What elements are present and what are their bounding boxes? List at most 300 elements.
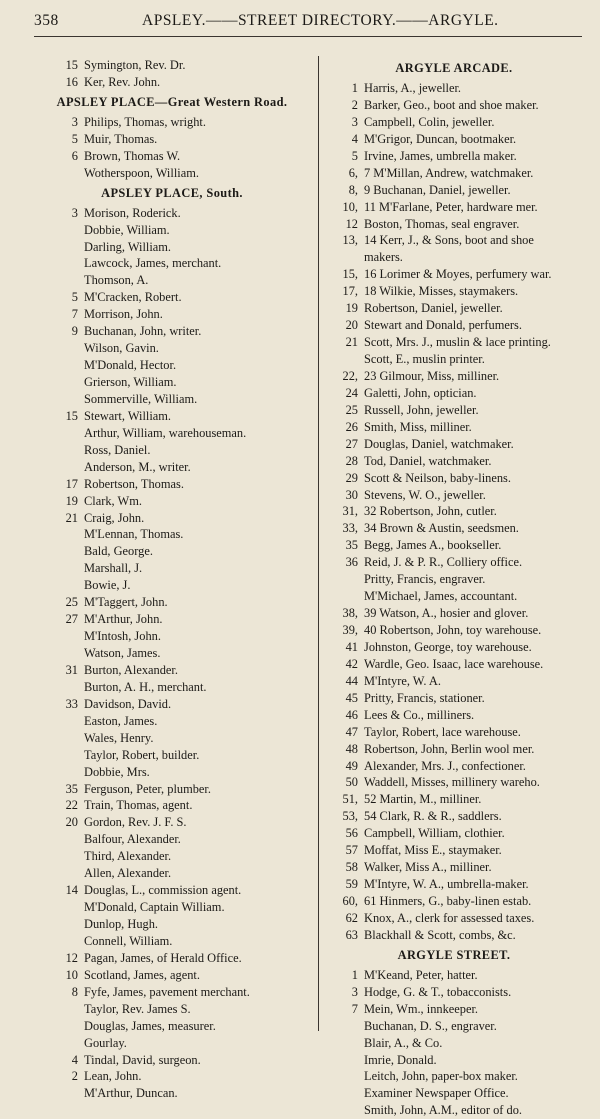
directory-entry	[34, 289, 310, 306]
directory-entry	[34, 57, 310, 74]
directory-entry	[34, 933, 310, 950]
house-number	[34, 916, 84, 933]
house-number: 30	[345, 487, 358, 502]
house-number: 15,	[342, 267, 358, 282]
resident-name: 54 Clark, R. & R., saddlers.	[364, 809, 502, 824]
resident-name: Smith, John, A.M., editor of do.	[364, 1103, 522, 1118]
resident-name: Leitch, John, paper-box maker.	[364, 1069, 518, 1084]
resident-name: Scotland, James, agent.	[84, 967, 200, 982]
resident-name: Reid, J. & P. R., Colliery office.	[364, 555, 523, 570]
directory-entry	[34, 831, 310, 848]
directory-entry	[326, 741, 582, 758]
house-number: 48	[345, 741, 358, 756]
resident-name: Irvine, James, umbrella maker.	[364, 148, 517, 163]
resident-name: 61 Hinmers, G., baby-linen estab.	[364, 894, 532, 908]
directory-entry	[326, 622, 582, 639]
resident-name: Pagan, James, of Herald Office.	[84, 950, 242, 965]
house-number	[34, 425, 84, 442]
resident-name: 32 Robertson, John, cutler.	[364, 504, 497, 519]
resident-name: Wardle, Geo. Isaac, lace warehouse.	[364, 656, 544, 671]
house-number: 27	[345, 436, 358, 451]
house-number: 7	[71, 307, 78, 322]
directory-entry	[326, 80, 582, 97]
resident-name: Dunlop, Hugh.	[84, 917, 158, 931]
directory-entry	[34, 662, 310, 679]
directory-entry	[326, 351, 582, 368]
directory-entry	[34, 882, 310, 899]
house-number: 46	[345, 707, 358, 722]
directory-entry	[34, 916, 310, 933]
house-number	[326, 1102, 364, 1119]
house-number	[326, 1035, 364, 1052]
resident-name: Ross, Daniel.	[84, 442, 151, 457]
resident-name: Balfour, Alexander.	[84, 832, 181, 847]
house-number	[326, 351, 364, 368]
directory-entry	[326, 232, 582, 249]
directory-entry	[34, 493, 310, 510]
resident-name: Waddell, Misses, millinery wareho.	[364, 775, 540, 790]
resident-name: Connell, William.	[84, 933, 173, 948]
house-number: 2	[71, 1069, 78, 1084]
house-number: 3	[71, 114, 78, 129]
house-number: 3	[351, 114, 358, 129]
house-number: 58	[345, 860, 358, 875]
directory-entry	[34, 148, 310, 165]
directory-entry	[326, 588, 582, 605]
resident-name: Campbell, Colin, jeweller.	[364, 114, 495, 129]
house-number: 5	[351, 148, 358, 163]
resident-name: Marshall, J.	[84, 561, 143, 576]
house-number	[34, 560, 84, 577]
resident-name: Barker, Geo., boot and shoe maker.	[364, 97, 539, 112]
resident-name: Robertson, Thomas.	[84, 476, 184, 491]
house-number: 4	[351, 131, 358, 146]
resident-name: Johnston, George, toy warehouse.	[364, 639, 532, 654]
resident-name: Russell, John, jeweller.	[364, 402, 479, 417]
house-number	[34, 222, 84, 239]
directory-entry	[34, 340, 310, 357]
directory-entry	[34, 1052, 310, 1069]
resident-name: M'Arthur, Duncan.	[84, 1086, 178, 1101]
directory-entry	[326, 1001, 582, 1018]
resident-name: Clark, Wm.	[84, 493, 142, 508]
house-number: 8	[71, 984, 78, 999]
house-number: 45	[345, 690, 358, 705]
resident-name: 7 M'Millan, Andrew, watchmaker.	[364, 165, 534, 180]
page-number: 358	[34, 12, 59, 29]
directory-entry	[326, 199, 582, 216]
resident-name: Taylor, Robert, builder.	[84, 747, 200, 762]
house-number: 60,	[342, 894, 358, 908]
directory-entry	[326, 1052, 582, 1069]
house-number	[34, 1035, 84, 1052]
directory-entry	[326, 453, 582, 470]
house-number: 16	[65, 74, 78, 89]
resident-name: Stewart, William.	[84, 408, 172, 423]
house-number	[34, 1018, 84, 1035]
directory-entry	[326, 842, 582, 859]
resident-name: M'Taggert, John.	[84, 595, 168, 610]
house-number: 21	[345, 335, 358, 350]
directory-entry	[34, 950, 310, 967]
resident-name: makers.	[364, 250, 403, 265]
directory-entry	[34, 865, 310, 882]
directory-entry	[34, 984, 310, 1001]
directory-entry	[326, 605, 582, 622]
resident-name: Fyfe, James, pavement merchant.	[84, 984, 250, 999]
house-number: 29	[345, 470, 358, 485]
resident-name: Knox, A., clerk for assessed taxes.	[364, 910, 535, 925]
directory-entry	[34, 357, 310, 374]
resident-name: Taylor, Robert, lace warehouse.	[364, 724, 521, 739]
directory-entry	[326, 758, 582, 775]
resident-name: 39 Watson, A., hosier and glover.	[364, 606, 529, 621]
directory-entry	[326, 571, 582, 588]
house-number	[34, 577, 84, 594]
house-number: 41	[345, 639, 358, 654]
directory-entry	[326, 436, 582, 453]
directory-entry	[34, 543, 310, 560]
directory-entry	[326, 300, 582, 317]
directory-entry	[326, 317, 582, 334]
resident-name: Craig, John.	[84, 510, 145, 525]
directory-entry	[326, 1068, 582, 1085]
directory-entry	[326, 859, 582, 876]
directory-entry	[34, 747, 310, 764]
house-number: 25	[345, 402, 358, 417]
house-number: 12	[345, 216, 358, 231]
directory-entry	[326, 249, 582, 266]
resident-name: Symington, Rev. Dr.	[84, 58, 186, 72]
resident-name: Boston, Thomas, seal engraver.	[364, 216, 520, 231]
house-number	[34, 272, 84, 289]
house-number: 19	[65, 493, 78, 508]
resident-name: Ferguson, Peter, plumber.	[84, 781, 211, 796]
resident-name: Ker, Rev. John.	[84, 74, 161, 89]
house-number: 31,	[342, 504, 358, 519]
house-number	[34, 165, 84, 182]
house-number	[34, 526, 84, 543]
directory-entry	[326, 283, 582, 300]
resident-name: Stewart and Donald, perfumers.	[364, 318, 522, 333]
resident-name: Walker, Miss A., milliner.	[364, 860, 492, 875]
resident-name: 14 Kerr, J., & Sons, boot and shoe	[364, 233, 534, 248]
resident-name: Scott & Neilson, baby-linens.	[364, 470, 511, 485]
resident-name: Moffat, Miss E., staymaker.	[364, 843, 502, 858]
house-number: 3	[351, 984, 358, 999]
resident-name: Brown, Thomas W.	[84, 148, 181, 163]
house-number	[326, 1085, 364, 1102]
directory-entry	[326, 537, 582, 554]
house-number: 20	[65, 815, 78, 830]
directory-entry	[326, 402, 582, 419]
directory-entry	[34, 255, 310, 272]
house-number	[34, 239, 84, 256]
directory-entry	[34, 713, 310, 730]
house-number	[34, 391, 84, 408]
house-number: 15	[65, 408, 78, 423]
directory-entry	[34, 848, 310, 865]
resident-name: Grierson, William.	[84, 375, 177, 389]
directory-entry	[326, 825, 582, 842]
directory-entry	[326, 876, 582, 893]
directory-entry	[34, 459, 310, 476]
directory-entry	[326, 385, 582, 402]
directory-entry	[326, 520, 582, 537]
resident-name: M'Donald, Hector.	[84, 358, 177, 373]
resident-name: 16 Lorimer & Moyes, perfumery war.	[364, 267, 552, 282]
resident-name: Blackhall & Scott, combs, &c.	[364, 927, 516, 942]
directory-entry	[326, 673, 582, 690]
resident-name: M'Keand, Peter, hatter.	[364, 967, 478, 982]
directory-entry	[326, 910, 582, 927]
resident-name: Sommerville, William.	[84, 391, 198, 406]
resident-name: Taylor, Rev. James S.	[84, 1001, 191, 1016]
resident-name: Train, Thomas, agent.	[84, 798, 193, 813]
directory-entry	[34, 1018, 310, 1035]
resident-name: Muir, Thomas.	[84, 131, 158, 146]
resident-name: Third, Alexander.	[84, 849, 172, 864]
resident-name: Campbell, William, clothier.	[364, 826, 505, 841]
directory-entry	[34, 205, 310, 222]
house-number	[34, 340, 84, 357]
directory-entry	[34, 696, 310, 713]
resident-name: Tindal, David, surgeon.	[84, 1052, 201, 1067]
resident-name: M'Intyre, W. A., umbrella-maker.	[364, 877, 529, 892]
resident-name: M'Intosh, John.	[84, 629, 161, 644]
house-number: 57	[345, 843, 358, 858]
directory-entry	[34, 730, 310, 747]
directory-entry	[34, 391, 310, 408]
house-number: 63	[345, 927, 358, 942]
resident-name: Lees & Co., milliners.	[364, 707, 475, 722]
directory-entry	[326, 1102, 582, 1119]
resident-name: M'Arthur, John.	[84, 612, 163, 627]
resident-name: Philips, Thomas, wright.	[84, 114, 206, 129]
house-number: 49	[345, 758, 358, 773]
house-number	[326, 588, 364, 605]
directory-entry	[326, 1035, 582, 1052]
house-number: 4	[71, 1052, 78, 1067]
directory-entry	[326, 182, 582, 199]
resident-name: 34 Brown & Austin, seedsmen.	[364, 521, 519, 536]
resident-name: 23 Gilmour, Miss, milliner.	[364, 368, 500, 383]
directory-entry	[326, 893, 582, 910]
resident-name: Lean, John.	[84, 1069, 142, 1084]
resident-name: Davidson, David.	[84, 696, 172, 711]
resident-name: 52 Martin, M., milliner.	[364, 792, 482, 807]
resident-name: Lawcock, James, merchant.	[84, 256, 222, 271]
house-number: 10	[65, 967, 78, 982]
directory-entry	[326, 1085, 582, 1102]
directory-entry	[34, 442, 310, 459]
street-heading: APSLEY PLACE, South.	[101, 185, 243, 200]
resident-name: Wales, Henry.	[84, 730, 154, 745]
directory-entry	[34, 222, 310, 239]
house-number: 50	[345, 775, 358, 790]
house-number: 62	[345, 910, 358, 925]
directory-entry	[326, 808, 582, 825]
directory-entry	[34, 510, 310, 527]
resident-name: Scott, E., muslin printer.	[364, 352, 485, 366]
resident-name: Burton, A. H., merchant.	[84, 679, 207, 694]
directory-entry	[326, 639, 582, 656]
house-number	[34, 848, 84, 865]
house-number: 26	[345, 419, 358, 434]
directory-entry	[34, 323, 310, 340]
house-number: 47	[345, 724, 358, 739]
resident-name: Tod, Daniel, watchmaker.	[364, 453, 492, 468]
directory-entry	[34, 814, 310, 831]
directory-entry	[326, 967, 582, 984]
resident-name: Wotherspoon, William.	[84, 165, 199, 180]
house-number: 33	[65, 696, 78, 711]
house-number	[326, 571, 364, 588]
house-number	[34, 442, 84, 459]
resident-name: Buchanan, D. S., engraver.	[364, 1018, 497, 1033]
directory-entry	[34, 611, 310, 628]
resident-name: Morison, Roderick.	[84, 205, 181, 220]
house-number	[34, 747, 84, 764]
house-number	[34, 730, 84, 747]
directory-entry	[34, 131, 310, 148]
directory-entry	[34, 560, 310, 577]
house-number: 22,	[342, 368, 358, 383]
directory-entry	[326, 554, 582, 571]
house-number	[34, 1001, 84, 1018]
directory-entry	[34, 679, 310, 696]
running-title: APSLEY.——STREET DIRECTORY.——ARGYLE.	[142, 12, 499, 29]
resident-name: Dobbie, William.	[84, 222, 170, 237]
resident-name: Allen, Alexander.	[84, 866, 172, 881]
house-number: 39,	[342, 623, 358, 637]
resident-name: Hodge, G. & T., tobacconists.	[364, 984, 512, 999]
directory-entry	[34, 272, 310, 289]
directory-entry	[326, 774, 582, 791]
directory-entry	[34, 628, 310, 645]
house-number: 2	[351, 97, 358, 112]
house-number: 8,	[348, 182, 358, 197]
directory-entry	[34, 476, 310, 493]
directory-entry	[34, 594, 310, 611]
directory-entry	[34, 306, 310, 323]
resident-name: Bowie, J.	[84, 578, 131, 593]
directory-entry	[34, 797, 310, 814]
house-number: 38,	[342, 606, 358, 621]
directory-entry	[326, 165, 582, 182]
resident-name: Pritty, Francis, engraver.	[364, 572, 486, 587]
directory-entry	[326, 419, 582, 436]
house-number: 3	[71, 205, 78, 220]
directory-entry	[34, 1001, 310, 1018]
house-number: 14	[65, 883, 78, 898]
resident-name: M'Michael, James, accountant.	[364, 589, 518, 604]
street-heading: ARGYLE STREET.	[397, 947, 511, 962]
resident-name: Thomson, A.	[84, 273, 149, 288]
resident-name: Begg, James A., bookseller.	[364, 538, 502, 553]
house-number: 35	[65, 781, 78, 796]
house-number: 59	[345, 877, 358, 892]
resident-name: Burton, Alexander.	[84, 662, 178, 677]
resident-name: M'Lennan, Thomas.	[84, 527, 184, 542]
house-number: 10,	[342, 199, 358, 214]
house-number	[34, 899, 84, 916]
resident-name: Darling, William.	[84, 239, 172, 254]
directory-entry	[34, 425, 310, 442]
directory-entry	[34, 764, 310, 781]
resident-name: Alexander, Mrs. J., confectioner.	[364, 758, 526, 773]
house-number	[326, 249, 364, 266]
resident-name: Gourlay.	[84, 1035, 127, 1050]
right-column	[326, 57, 582, 1119]
resident-name: Anderson, M., writer.	[84, 459, 191, 474]
resident-name: 11 M'Farlane, Peter, hardware mer.	[364, 199, 538, 214]
house-number	[34, 357, 84, 374]
house-number	[34, 764, 84, 781]
directory-entry	[326, 690, 582, 707]
house-number: 17	[65, 476, 78, 491]
house-number	[34, 1085, 84, 1102]
resident-name: Pritty, Francis, stationer.	[364, 690, 485, 705]
resident-name: Easton, James.	[84, 713, 158, 728]
house-number: 33,	[342, 521, 358, 536]
house-number	[34, 628, 84, 645]
house-number: 27	[65, 612, 78, 627]
resident-name: Douglas, James, measurer.	[84, 1018, 216, 1033]
house-number: 44	[345, 673, 358, 688]
directory-entry	[34, 526, 310, 543]
house-number: 17,	[342, 284, 358, 299]
resident-name: Blair, A., & Co.	[364, 1035, 443, 1050]
directory-entry	[34, 165, 310, 182]
house-number: 21	[65, 510, 78, 525]
directory-entry	[34, 239, 310, 256]
directory-entry	[326, 266, 582, 283]
resident-name: M'Intyre, W. A.	[364, 673, 441, 688]
directory-entry	[34, 374, 310, 391]
resident-name: 40 Robertson, John, toy warehouse.	[364, 623, 542, 637]
directory-entry	[326, 791, 582, 808]
house-number	[326, 1052, 364, 1069]
house-number	[326, 1068, 364, 1085]
house-number	[34, 831, 84, 848]
resident-name: M'Cracken, Robert.	[84, 290, 182, 305]
house-number: 42	[345, 656, 358, 671]
directory-entry	[326, 487, 582, 504]
directory-entry	[326, 927, 582, 944]
street-heading: APSLEY PLACE—Great Western Road.	[56, 94, 288, 109]
house-number: 13,	[342, 233, 358, 248]
house-number: 51,	[342, 792, 358, 807]
directory-entry	[34, 114, 310, 131]
directory-entry	[326, 334, 582, 351]
house-number: 24	[345, 385, 358, 400]
resident-name: Galetti, John, optician.	[364, 385, 477, 400]
house-number	[34, 459, 84, 476]
resident-name: Dobbie, Mrs.	[84, 764, 150, 779]
street-heading: ARGYLE ARCADE.	[395, 61, 513, 75]
resident-name: M'Grigor, Duncan, bootmaker.	[364, 131, 517, 146]
house-number	[34, 374, 84, 391]
resident-name: 9 Buchanan, Daniel, jeweller.	[364, 182, 511, 197]
directory-entry	[326, 216, 582, 233]
directory-entry	[34, 1035, 310, 1052]
house-number	[34, 865, 84, 882]
house-number: 20	[345, 318, 358, 333]
house-number: 15	[65, 58, 78, 72]
house-number: 35	[345, 538, 358, 553]
resident-name: Smith, Miss, milliner.	[364, 419, 472, 434]
